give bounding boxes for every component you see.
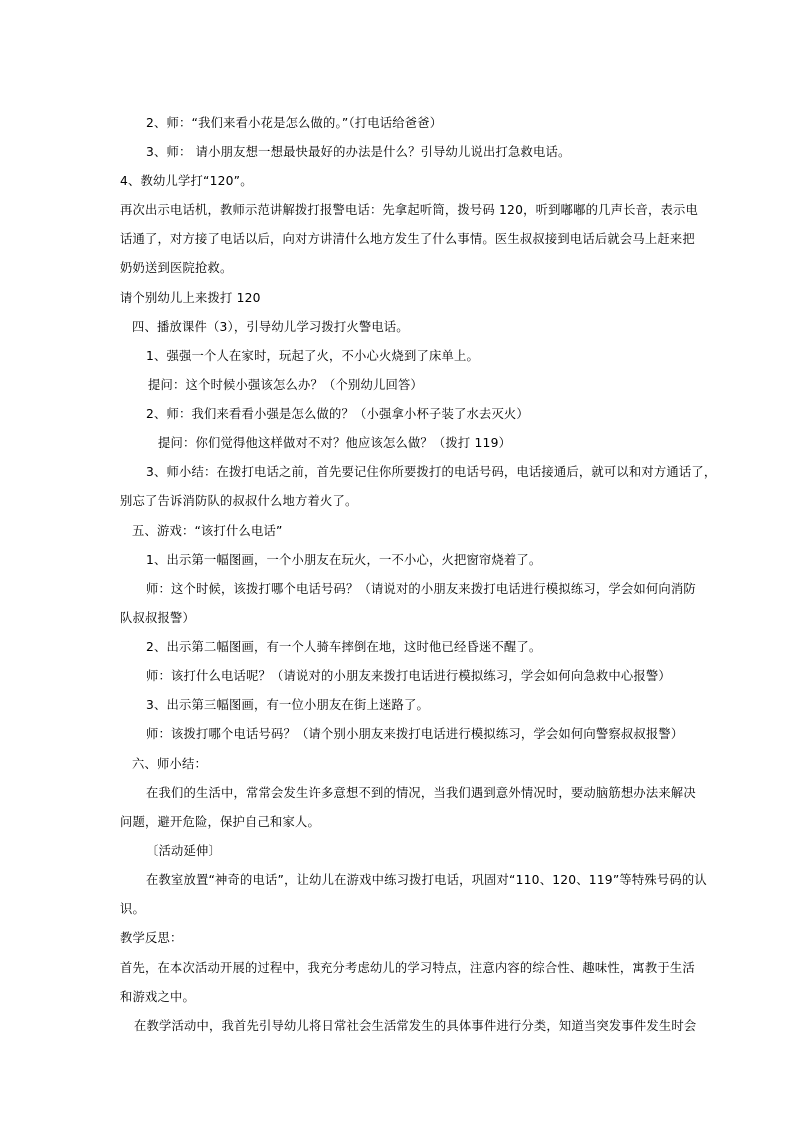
text-line: 四、播放课件（3），引导幼儿学习拨打火警电话。 [132, 320, 409, 335]
text-line: 师：该打什么电话呢？（请说对的小朋友来拨打电话进行模拟练习，学会如何向急救中心报警） [146, 669, 671, 684]
text-line: 3、出示第三幅图画，有一位小朋友在街上迷路了。 [146, 698, 429, 713]
text-line: 〔活动延伸〕 [146, 844, 221, 859]
text-line: 问题，避开危险，保护自己和家人。 [120, 815, 320, 830]
text-line: 师：该拨打哪个电话号码？（请个别小朋友来拨打电话进行模拟练习，学会如何向警察叔叔报警） [146, 727, 684, 742]
text-line: 别忘了告诉消防队的叔叔什么地方着火了。 [120, 494, 358, 509]
text-line: 3、师： 请小朋友想一想最快最好的办法是什么？引导幼儿说出打急救电话。 [146, 145, 571, 160]
text-line: 教学反思： [120, 931, 183, 946]
text-line: 提问：你们觉得他这样做对不对？他应该怎么做？（拨打 119） [158, 436, 512, 451]
text-line: 识。 [120, 902, 145, 917]
text-line: 1、强强一个人在家时，玩起了火，不小心火烧到了床单上。 [146, 349, 479, 364]
text-line: 在教学活动中，我首先引导幼儿将日常社会生活常发生的具体事件进行分类，知道当突发事件发生时会 [134, 1019, 697, 1034]
text-line: 队叔叔报警） [120, 611, 195, 626]
text-line: 在我们的生活中，常常会发生许多意想不到的情况，当我们遇到意外情况时，要动脑筋想办法来解决 [146, 786, 696, 801]
text-line: 再次出示电话机，教师示范讲解拨打报警电话：先拿起听筒，拨号码 120，听到嘟嘟的几声长音，表示电 [120, 203, 699, 218]
text-line: 五、游戏：“该打什么电话” [132, 524, 283, 539]
text-line: 提问：这个时候小强该怎么办？（个别幼儿回答） [148, 378, 423, 393]
text-line: 2、师：我们来看看小强是怎么做的？（小强拿小杯子装了水去灭火） [146, 407, 529, 422]
text-line: 六、师小结： [132, 757, 207, 772]
text-line: 奶奶送到医院抢救。 [120, 261, 233, 276]
text-line: 4、教幼儿学打“120”。 [120, 174, 253, 189]
text-line: 2、师：“我们来看小花是怎么做的。”（打电话给爸爸） [146, 116, 443, 131]
text-line: 在教室放置“神奇的电话”，让幼儿在游戏中练习拨打电话，巩固对“110、120、119”等特殊号码的认 [146, 873, 707, 888]
text-line: 2、出示第二幅图画，有一个人骑车摔倒在地，这时他已经昏迷不醒了。 [146, 640, 542, 655]
text-line: 师：这个时候，该拨打哪个电话号码？（请说对的小朋友来拨打电话进行模拟练习，学会如何向消防 [146, 582, 696, 597]
text-line: 首先，在本次活动开展的过程中，我充分考虑幼儿的学习特点，注意内容的综合性、趣味性，寓教于生活 [120, 961, 695, 976]
text-line: 和游戏之中。 [120, 990, 195, 1005]
text-line: 话通了，对方接了电话以后，向对方讲清什么地方发生了什么事情。医生叔叔接到电话后就会马上赶来把 [120, 232, 695, 247]
text-line: 3、师小结：在拨打电话之前，首先要记住你所要拨打的电话号码，电话接通后，就可以和对方通话了， [146, 465, 717, 480]
text-line: 1、出示第一幅图画，一个小朋友在玩火，一不小心，火把窗帘烧着了。 [146, 553, 542, 568]
text-line: 请个别幼儿上来拨打 120 [120, 291, 261, 306]
